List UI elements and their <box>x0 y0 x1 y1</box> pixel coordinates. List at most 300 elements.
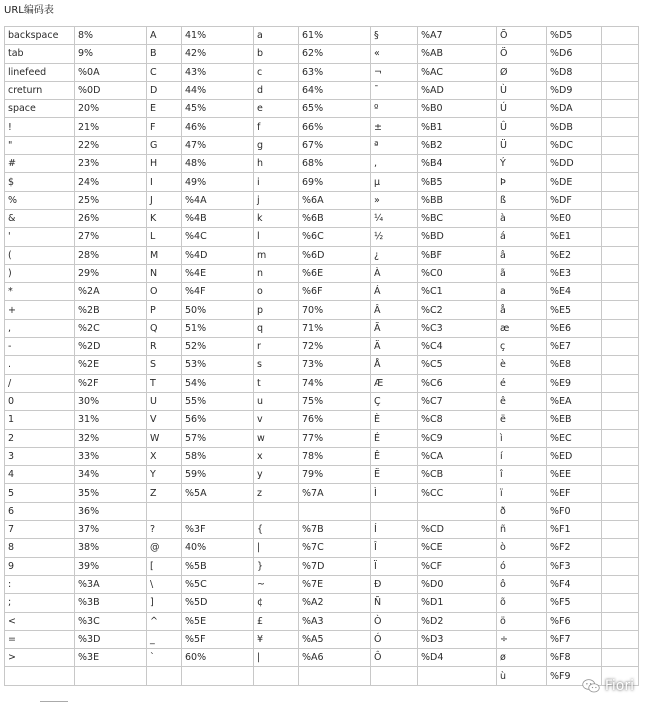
table-cell: %CA <box>418 447 497 465</box>
table-cell: Q <box>147 319 182 337</box>
table-cell: %F9 <box>547 667 602 685</box>
table-cell <box>602 594 639 612</box>
table-cell: %F2 <box>547 539 602 557</box>
table-cell: %EE <box>547 466 602 484</box>
table-cell: %C5 <box>418 356 497 374</box>
table-cell <box>602 45 639 63</box>
table-cell: ê <box>497 392 547 410</box>
table-cell: %C3 <box>418 319 497 337</box>
table-cell: D <box>147 81 182 99</box>
table-row <box>5 466 639 484</box>
table-cell: 34% <box>75 466 147 484</box>
table-cell: d <box>254 81 299 99</box>
table-cell <box>602 27 639 45</box>
table-cell: 70% <box>299 301 371 319</box>
table-cell: %CD <box>418 521 497 539</box>
table-cell: Ñ <box>371 594 418 612</box>
table-cell: 22% <box>75 136 147 154</box>
table-cell: %6D <box>299 246 371 264</box>
table-cell: s <box>254 356 299 374</box>
table-cell: Í <box>371 521 418 539</box>
table-cell: À <box>371 264 418 282</box>
table-cell: Y <box>147 466 182 484</box>
table-cell: 49% <box>182 173 254 191</box>
table-cell: Ø <box>497 63 547 81</box>
table-cell: 56% <box>182 411 254 429</box>
table-cell: ò <box>497 539 547 557</box>
table-cell: 36% <box>75 502 147 520</box>
table-row <box>5 484 639 502</box>
table-cell: N <box>147 264 182 282</box>
table-cell: %D8 <box>547 63 602 81</box>
table-cell: Ã <box>371 319 418 337</box>
table-row <box>5 209 639 227</box>
table-cell: %D3 <box>418 630 497 648</box>
table-cell: a <box>497 283 547 301</box>
table-cell: = <box>5 630 75 648</box>
table-cell: %A7 <box>418 27 497 45</box>
table-cell: @ <box>147 539 182 557</box>
table-row <box>5 521 639 539</box>
table-cell: 29% <box>75 264 147 282</box>
table-cell: 38% <box>75 539 147 557</box>
table-row <box>5 374 639 392</box>
table-cell: 37% <box>75 521 147 539</box>
table-cell: %2D <box>75 338 147 356</box>
table-cell: %D4 <box>418 649 497 667</box>
table-cell: %2F <box>75 374 147 392</box>
table-cell: ñ <box>497 521 547 539</box>
table-cell <box>254 502 299 520</box>
table-cell: 74% <box>299 374 371 392</box>
table-cell: Ì <box>371 484 418 502</box>
table-row <box>5 100 639 118</box>
table-cell: Î <box>371 539 418 557</box>
table-cell: 33% <box>75 447 147 465</box>
table-cell: %E6 <box>547 319 602 337</box>
table-cell: 59% <box>182 466 254 484</box>
table-cell: %7A <box>299 484 371 502</box>
table-cell <box>602 283 639 301</box>
table-cell: %0A <box>75 63 147 81</box>
table-cell: %D0 <box>418 575 497 593</box>
table-row <box>5 649 639 667</box>
table-cell: %3C <box>75 612 147 630</box>
table-cell: Ú <box>497 100 547 118</box>
table-cell: 62% <box>299 45 371 63</box>
table-cell: * <box>5 283 75 301</box>
table-cell: 41% <box>182 27 254 45</box>
table-cell: 5 <box>5 484 75 502</box>
table-cell: tab <box>5 45 75 63</box>
table-cell: y <box>254 466 299 484</box>
table-cell: 75% <box>299 392 371 410</box>
table-row <box>5 283 639 301</box>
table-cell: %B2 <box>418 136 497 154</box>
table-cell: ù <box>497 667 547 685</box>
table-cell: %3B <box>75 594 147 612</box>
table-row <box>5 447 639 465</box>
table-cell: %CF <box>418 557 497 575</box>
wechat-icon <box>582 678 600 694</box>
table-cell: , <box>5 319 75 337</box>
table-cell: 48% <box>182 155 254 173</box>
table-cell: 40% <box>182 539 254 557</box>
table-cell: 35% <box>75 484 147 502</box>
table-cell: £ <box>254 612 299 630</box>
table-cell: ï <box>497 484 547 502</box>
table-cell: A <box>147 27 182 45</box>
table-cell: à <box>497 209 547 227</box>
table-cell: %F6 <box>547 612 602 630</box>
table-cell: %C6 <box>418 374 497 392</box>
table-cell: R <box>147 338 182 356</box>
url-encoding-table <box>4 26 639 686</box>
table-cell <box>602 264 639 282</box>
table-cell: %C1 <box>418 283 497 301</box>
table-cell: Ô <box>371 649 418 667</box>
table-cell: é <box>497 374 547 392</box>
table-cell: 28% <box>75 246 147 264</box>
watermark <box>582 678 634 694</box>
table-cell: ì <box>497 429 547 447</box>
table-cell: f <box>254 118 299 136</box>
table-cell: w <box>254 429 299 447</box>
cropped-text-fragment <box>40 701 68 708</box>
table-cell: Ç <box>371 392 418 410</box>
table-cell <box>602 575 639 593</box>
table-cell: linefeed <box>5 63 75 81</box>
table-cell <box>602 649 639 667</box>
table-cell: Ð <box>371 575 418 593</box>
table-cell: 57% <box>182 429 254 447</box>
table-cell: ÷ <box>497 630 547 648</box>
table-cell: 42% <box>182 45 254 63</box>
table-cell: %E7 <box>547 338 602 356</box>
table-cell: %DC <box>547 136 602 154</box>
table-cell: á <box>497 228 547 246</box>
table-cell: t <box>254 374 299 392</box>
table-cell: %B5 <box>418 173 497 191</box>
table-cell: ã <box>497 264 547 282</box>
table-cell: %C9 <box>418 429 497 447</box>
table-row <box>5 539 639 557</box>
table-cell: « <box>371 45 418 63</box>
table-cell: creturn <box>5 81 75 99</box>
table-cell: / <box>5 374 75 392</box>
table-cell: %0D <box>75 81 147 99</box>
table-cell: %F4 <box>547 575 602 593</box>
table-cell <box>602 392 639 410</box>
table-cell: z <box>254 484 299 502</box>
table-cell: %AC <box>418 63 497 81</box>
table-cell: %EC <box>547 429 602 447</box>
table-cell: %D5 <box>547 27 602 45</box>
table-cell: 26% <box>75 209 147 227</box>
table-cell: M <box>147 246 182 264</box>
table-cell: ø <box>497 649 547 667</box>
table-cell: U <box>147 392 182 410</box>
table-cell: $ <box>5 173 75 191</box>
table-cell: %E3 <box>547 264 602 282</box>
table-cell <box>602 319 639 337</box>
table-cell: %6E <box>299 264 371 282</box>
table-cell: 78% <box>299 447 371 465</box>
table-cell: 69% <box>299 173 371 191</box>
table-cell: %E8 <box>547 356 602 374</box>
table-cell: Ï <box>371 557 418 575</box>
table-cell: %D1 <box>418 594 497 612</box>
table-cell: # <box>5 155 75 173</box>
table-cell: %C4 <box>418 338 497 356</box>
table-cell <box>602 429 639 447</box>
table-cell: %F1 <box>547 521 602 539</box>
table-cell <box>602 374 639 392</box>
table-cell: í <box>497 447 547 465</box>
table-cell: 64% <box>299 81 371 99</box>
table-cell: 30% <box>75 392 147 410</box>
table-cell: %C2 <box>418 301 497 319</box>
table-cell: %DD <box>547 155 602 173</box>
table-row <box>5 502 639 520</box>
table-cell: %3A <box>75 575 147 593</box>
table-row <box>5 264 639 282</box>
table-cell: 50% <box>182 301 254 319</box>
table-row <box>5 411 639 429</box>
table-cell: | <box>254 649 299 667</box>
table-cell: %6F <box>299 283 371 301</box>
table-cell <box>418 502 497 520</box>
table-cell <box>602 100 639 118</box>
table-cell: E <box>147 100 182 118</box>
table-cell: %2A <box>75 283 147 301</box>
table-cell: J <box>147 191 182 209</box>
table-cell <box>602 630 639 648</box>
table-cell: B <box>147 45 182 63</box>
table-cell: %D2 <box>418 612 497 630</box>
table-cell: q <box>254 319 299 337</box>
table-cell: Ò <box>371 612 418 630</box>
table-row <box>5 667 639 685</box>
table-cell: » <box>371 191 418 209</box>
table-cell: ~ <box>254 575 299 593</box>
table-cell <box>602 209 639 227</box>
table-cell: %6B <box>299 209 371 227</box>
table-cell: %2E <box>75 356 147 374</box>
table-cell: , <box>371 155 418 173</box>
table-cell: 3 <box>5 447 75 465</box>
table-row <box>5 173 639 191</box>
table-cell: ' <box>5 228 75 246</box>
table-cell: 32% <box>75 429 147 447</box>
table-cell: X <box>147 447 182 465</box>
table-cell: l <box>254 228 299 246</box>
table-cell: %E5 <box>547 301 602 319</box>
table-cell: v <box>254 411 299 429</box>
table-cell: 9% <box>75 45 147 63</box>
table-cell: %5C <box>182 575 254 593</box>
table-cell: 54% <box>182 374 254 392</box>
table-cell: %D6 <box>547 45 602 63</box>
table-cell: 25% <box>75 191 147 209</box>
table-row <box>5 612 639 630</box>
table-cell: ¢ <box>254 594 299 612</box>
table-cell: b <box>254 45 299 63</box>
table-cell: 77% <box>299 429 371 447</box>
table-cell <box>299 502 371 520</box>
watermark-text: Fiori <box>604 678 634 694</box>
table-cell: backspace <box>5 27 75 45</box>
table-cell: ë <box>497 411 547 429</box>
table-cell: É <box>371 429 418 447</box>
table-cell: 71% <box>299 319 371 337</box>
table-cell: I <box>147 173 182 191</box>
table-cell <box>182 667 254 685</box>
table-cell: %C7 <box>418 392 497 410</box>
table-cell: %4B <box>182 209 254 227</box>
table-cell: { <box>254 521 299 539</box>
table-cell: P <box>147 301 182 319</box>
table-cell: %BD <box>418 228 497 246</box>
table-cell: a <box>254 27 299 45</box>
table-cell <box>602 118 639 136</box>
table-cell: 24% <box>75 173 147 191</box>
table-row <box>5 191 639 209</box>
table-cell: %E1 <box>547 228 602 246</box>
table-row <box>5 45 639 63</box>
table-cell: 46% <box>182 118 254 136</box>
table-cell: %A5 <box>299 630 371 648</box>
table-cell: > <box>5 649 75 667</box>
table-cell <box>254 667 299 685</box>
table-cell: %C8 <box>418 411 497 429</box>
table-cell: ó <box>497 557 547 575</box>
table-row <box>5 392 639 410</box>
table-cell: k <box>254 209 299 227</box>
table-cell: W <box>147 429 182 447</box>
table-cell: } <box>254 557 299 575</box>
page-title: URL编码表 <box>4 5 54 16</box>
table-cell: : <box>5 575 75 593</box>
table-cell: 79% <box>299 466 371 484</box>
table-cell: ð <box>497 502 547 520</box>
table-cell: è <box>497 356 547 374</box>
table-cell: å <box>497 301 547 319</box>
table-cell: %E2 <box>547 246 602 264</box>
table-cell <box>371 667 418 685</box>
table-cell: ß <box>497 191 547 209</box>
table-cell: j <box>254 191 299 209</box>
table-cell: %A3 <box>299 612 371 630</box>
table-cell: Á <box>371 283 418 301</box>
table-cell: e <box>254 100 299 118</box>
table-cell: õ <box>497 594 547 612</box>
table-cell: ; <box>5 594 75 612</box>
table-cell: 61% <box>299 27 371 45</box>
table-cell: 55% <box>182 392 254 410</box>
table-cell: %BB <box>418 191 497 209</box>
table-cell: 6 <box>5 502 75 520</box>
table-cell: %CB <box>418 466 497 484</box>
table-cell: %4E <box>182 264 254 282</box>
table-cell <box>602 447 639 465</box>
table-cell: %A6 <box>299 649 371 667</box>
table-cell: Â <box>371 301 418 319</box>
table-cell <box>602 557 639 575</box>
table-row <box>5 319 639 337</box>
table-cell <box>602 539 639 557</box>
table-cell: %BF <box>418 246 497 264</box>
table-cell: â <box>497 246 547 264</box>
table-cell: c <box>254 63 299 81</box>
table-cell: 52% <box>182 338 254 356</box>
table-cell: Å <box>371 356 418 374</box>
table-cell: 43% <box>182 63 254 81</box>
table-cell: Õ <box>497 27 547 45</box>
table-cell: %DB <box>547 118 602 136</box>
table-cell: K <box>147 209 182 227</box>
table-cell: ö <box>497 612 547 630</box>
table-cell <box>602 612 639 630</box>
table-cell: Ä <box>371 338 418 356</box>
table-cell: %3D <box>75 630 147 648</box>
table-row <box>5 136 639 154</box>
table-cell: Ê <box>371 447 418 465</box>
table-cell: Ó <box>371 630 418 648</box>
table-row <box>5 63 639 81</box>
table-cell: %EA <box>547 392 602 410</box>
table-cell: %AD <box>418 81 497 99</box>
table-cell: space <box>5 100 75 118</box>
table-cell <box>299 667 371 685</box>
table-cell: ª <box>371 136 418 154</box>
table-cell: g <box>254 136 299 154</box>
table-cell <box>602 521 639 539</box>
table-cell: %B4 <box>418 155 497 173</box>
table-cell: %F0 <box>547 502 602 520</box>
table-cell: %7B <box>299 521 371 539</box>
table-cell: ½ <box>371 228 418 246</box>
table-cell: ^ <box>147 612 182 630</box>
table-cell: æ <box>497 319 547 337</box>
table-row <box>5 338 639 356</box>
table-cell: %BC <box>418 209 497 227</box>
table-cell: ç <box>497 338 547 356</box>
table-cell: ¥ <box>254 630 299 648</box>
table-cell: 51% <box>182 319 254 337</box>
table-cell: %F3 <box>547 557 602 575</box>
table-cell: " <box>5 136 75 154</box>
table-cell: p <box>254 301 299 319</box>
table-cell <box>602 136 639 154</box>
table-cell <box>602 356 639 374</box>
table-cell: %6C <box>299 228 371 246</box>
table-row <box>5 118 639 136</box>
table-cell: %DE <box>547 173 602 191</box>
table-cell: ) <box>5 264 75 282</box>
table-cell <box>602 246 639 264</box>
table-cell: 53% <box>182 356 254 374</box>
table-row <box>5 81 639 99</box>
table-row <box>5 429 639 447</box>
table-cell: 31% <box>75 411 147 429</box>
table-cell <box>602 301 639 319</box>
table-cell: 68% <box>299 155 371 173</box>
table-cell: % <box>5 191 75 209</box>
table-cell: 21% <box>75 118 147 136</box>
table-row <box>5 155 639 173</box>
table-cell: ± <box>371 118 418 136</box>
